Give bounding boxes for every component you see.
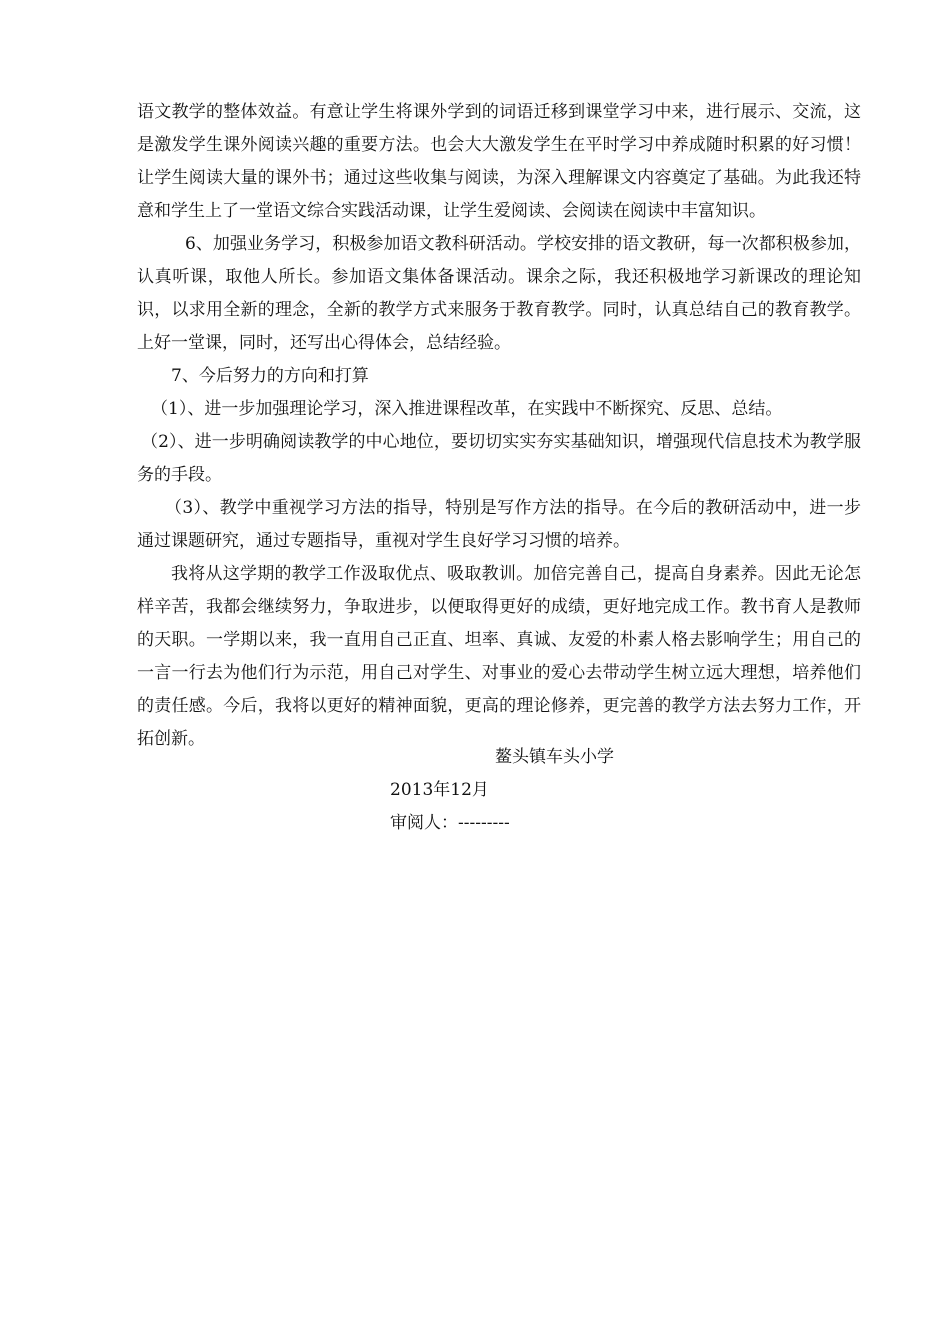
paragraph-professional-study: 6、加强业务学习，积极参加语文教科研活动。学校安排的语文教研，每一次都积极参加，认真听课，取他人所长。参加语文集体备课活动。课余之际，我还积极地学习新课改的理论知识，以求用全新的理念，全新的教学方式来服务于教育教学。同时，认真总结自己的教育教学。上好一堂课，同时，还写出心得体会，总结经验。 xyxy=(137,234,861,353)
section-heading-future-plans: 7、今后努力的方向和打算 xyxy=(171,366,369,386)
list-item-plan-2: （2）、进一步明确阅读教学的中心地位，要切切实实夯实基础知识，增强现代信息技术为教学服务的手段。 xyxy=(137,432,861,485)
list-item-plan-1: （1）、进一步加强理论学习，深入推进课程改革，在实践中不断探究、反思、总结。 xyxy=(151,399,783,419)
signature-reviewer: 审阅人：--------- xyxy=(390,813,510,833)
signature-date: 2013年12月 xyxy=(390,780,489,800)
paragraph-conclusion: 我将从这学期的教学工作汲取优点、吸取教训。加倍完善自己，提高自身素养。因此无论怎样辛苦，我都会继续努力，争取进步，以便取得更好的成绩，更好地完成工作。教书育人是教师的天职。一学期以来，我一直用自己正直、坦率、真诚、友爱的朴素人格去影响学生；用自己的一言一行去为他们行为示范，用自己对学生、对事业的爱心去带动学生树立远大理想，培养他们的责任感。今后，我将以更好的精神面貌，更高的理论修养，更完善的教学方法去努力工作，开拓创新。 xyxy=(137,564,861,749)
paragraph-reading-benefits: 语文教学的整体效益。有意让学生将课外学到的词语迁移到课堂学习中来，进行展示、交流，这是激发学生课外阅读兴趣的重要方法。也会大大激发学生在平时学习中养成随时积累的好习惯！让学生阅读大量的课外书；通过这些收集与阅读，为深入理解课文内容奠定了基础。为此我还特意和学生上了一堂语文综合实践活动课，让学生爱阅读、会阅读在阅读中丰富知识。 xyxy=(137,102,861,221)
document-body xyxy=(137,96,861,756)
list-item-plan-3: （3）、教学中重视学习方法的指导，特别是写作方法的指导。在今后的教研活动中，进一步通过课题研究，通过专题指导，重视对学生良好学习习惯的培养。 xyxy=(137,498,861,551)
signature-school-name: 鳌头镇车头小学 xyxy=(495,747,614,767)
